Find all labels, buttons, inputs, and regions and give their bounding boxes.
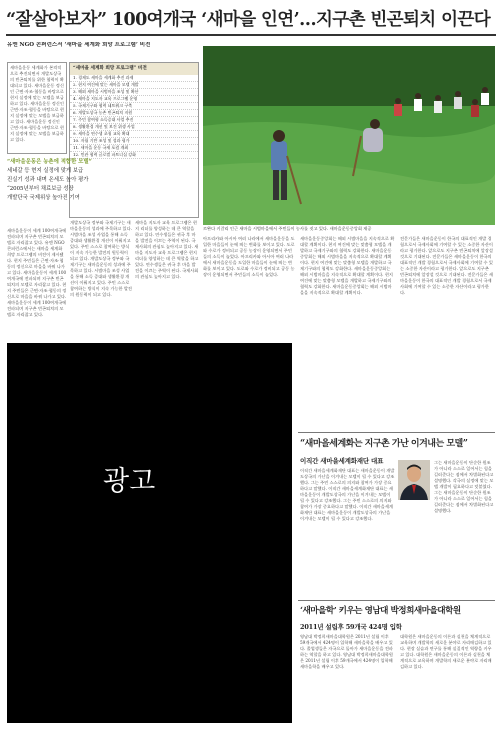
pull-quote-line: 진실기 성과 내며 온세도 높아 평가 <box>7 177 89 183</box>
table-row: 12. 민관 협력 글로벌 파트너십 강화 <box>70 152 198 159</box>
table-row: 5. 국제기구와 협력 네트워크 구축 <box>70 103 198 110</box>
body-column: 그는 새마을운동이 단순한 원조가 아니라 스스로 일어서는 힘을 길러준다는 점에서 차별화된다고 설명했다. 각국의 실정에 맞는 모델 개발이 필요하다고 덧붙였다. 그는 새마을운동이 단순한 원조가 아니라 스스로 일어서는 힘을 길러준다는 점에서 차별화된다고 설명했다. <box>434 460 494 513</box>
table-row: 2. 현지 여건에 맞는 새마을 모델 개발 <box>70 82 198 89</box>
article3-headline: ‘새마을학’ 키우는 영남대 박정희새마을대학원 <box>300 606 461 616</box>
portrait-image <box>398 460 430 500</box>
article-divider <box>298 600 495 601</box>
table-row: 1. 경제도 새마을 세계화 추진 과제 <box>70 75 198 82</box>
pull-quote <box>7 158 92 203</box>
article-divider <box>298 432 495 433</box>
body-column: 영남대 박정희새마을대학원은 2011년 설립 이후 59개국에서 424명이 입학해 새마을학을 배우고 있다. 졸업생들은 자국으로 돌아가 새마을운동을 전파하는 역할을 하고 있다. 영남대 박정희새마을대학원은 2011년 설립 이후 59개국에서 424명이 입학해 새마을학을 배우고 있다. <box>300 634 393 669</box>
farming-scene-image <box>203 46 495 225</box>
body-column: 새마을운동이 세계 100여개국에 전파되며 지구촌 빈곤퇴치의 모델로 자리잡고 있다. 유엔 NGO 콘퍼런스에서는 새마을 세계화 희망 프로그램의 비전이 제시됐다. 현지 주민들은 근면·자조·협동의 정신으로 마을을 바꿔 나가고 있다. 새마을운동이 세계 100여개국에 전파되며 지구촌 빈곤퇴치의 모델로 자리잡고 있다. 현지 주민들은 근면·자조·협동의 정신으로 마을을 바꿔 나가고 있다. 새마을운동이 세계 100여개국에 전파되며 지구촌 빈곤퇴치의 모델로 자리잡고 있다. <box>7 228 67 317</box>
article2-headline: “새마을세계화는 지구촌 가난 이겨내는 모델” <box>300 439 468 449</box>
body-column: 전문가들은 새마을운동이 한국의 대표적인 개발 경험으로서 국제사회에 기여할 수 있는 소중한 자산이라고 평가한다. 앞으로도 지구촌 빈곤퇴치에 앞장설 것으로 기대된다. 전문가들은 새마을운동이 한국의 대표적인 개발 경험으로서 국제사회에 기여할 수 있는 소중한 자산이라고 평가한다. 앞으로도 지구촌 빈곤퇴치에 앞장설 것으로 기대된다. 전문가들은 새마을운동이 한국의 대표적인 개발 경험으로서 국제사회에 기여할 수 있는 소중한 자산이라고 평가한다. <box>400 236 493 295</box>
table-row: 9. 새마을 연수생 초청 교육 확대 <box>70 131 198 138</box>
pull-quote-line: 개발단국 국제위상 높아진 기여 <box>7 195 80 201</box>
table-row: 4. 새마을 지도자 교육 프로그램 운영 <box>70 96 198 103</box>
article2-subhead: 이직간 새마을세계화재단 대표 <box>300 457 384 465</box>
body-column: 새마을 지도자 교육 프로그램은 현지 리더를 양성하는 데 큰 역할을 하고 있다. 연수생들은 귀국 후 마을 발전을 이끄는 주역이 된다. 국제사회의 관심도 높아지고 있다. 새마을 지도자 교육 프로그램은 현지 리더를 양성하는 데 큰 역할을 하고 있다. 연수생들은 귀국 후 마을 발전을 이끄는 주역이 된다. 국제사회의 관심도 높아지고 있다. <box>135 220 199 279</box>
pull-quote-line: 세네갈 등 현지 실정에 맞게 보급 <box>7 168 84 174</box>
table-row: 6. 개발도상국 농촌 빈곤퇴치 지원 <box>70 110 198 117</box>
page-headline: “잘살아보자” 100여개국 ‘새마을 인연’…지구촌 빈곤퇴치 이끈다 <box>6 10 491 30</box>
advertisement-block <box>7 343 292 723</box>
body-column: 이직간 새마을세계화재단 대표는 새마을운동이 개발도상국의 가난을 이겨내는 모델이 될 수 있다고 강조했다. 그는 주민 스스로의 의지와 참여가 가장 중요하다고 말했다. 이직간 새마을세계화재단 대표는 새마을운동이 개발도상국의 가난을 이겨내는 모델이 될 수 있다고 강조했다. 그는 주민 스스로의 의지와 참여가 가장 중요하다고 말했다. 이직간 새마을세계화재단 대표는 새마을운동이 개발도상국의 가난을 이겨내는 모델이 될 수 있다고 강조했다. <box>300 468 395 521</box>
article3-subhead: 2011년 설립후 59개국 424명 입학 <box>300 623 402 631</box>
body-column: 대학원은 새마을운동의 이론과 실천을 체계적으로 교육하며 개발학의 새로운 분야로 자리매김하고 있다. 현장 실습과 연구를 통해 실질적인 역량을 키우고 있다. 대학원은 새마을운동의 이론과 실천을 체계적으로 교육하며 개발학의 새로운 분야로 자리매김하고 있다. <box>400 634 492 669</box>
table-row: 8. 생활환경 개선 및 보건 위생 사업 <box>70 124 198 131</box>
body-column: 아프리카와 아시아 여러 나라에서 새마을운동을 도입한 마을들이 눈에 띄는 변화를 보이고 있다. 도로와 수로가 정비되고 공동 농장이 운영되면서 주민들의 소득이 늘었다. 아프리카와 아시아 여러 나라에서 새마을운동을 도입한 마을들이 눈에 띄는 변화를 보이고 있다. 도로와 수로가 정비되고 공동 농장이 운영되면서 주민들의 소득이 늘었다. <box>203 236 295 277</box>
pull-quote-line: “새마을운동은 농촌에 적합한 모델” <box>7 159 92 165</box>
body-column: 개발도상국 정부와 국제기구는 새마을운동의 성과에 주목하고 있다. 시범마을 조성 사업을 통해 소득 증대와 생활환경 개선이 이뤄지고 있다. 주민 스스로 참여하는 방식이 지속 가능한 발전의 원동력이 되고 있다. 개발도상국 정부와 국제기구는 새마을운동의 성과에 주목하고 있다. 시범마을 조성 사업을 통해 소득 증대와 생활환경 개선이 이뤄지고 있다. 주민 스스로 참여하는 방식이 지속 가능한 발전의 원동력이 되고 있다. <box>70 220 132 297</box>
intro-text-box: 새마을운동 세계화가 본격적으로 추진되면서 개발도상국의 빈곤퇴치를 위한 협력이 확대되고 있다. 새마을운동 정신인 근면·자조·협동을 바탕으로 현지 실정에 맞는 모델을 보급하고 있다. 새마을운동 정신인 근면·자조·협동을 바탕으로 현지 실정에 맞는 모델을 보급하고 있다. 새마을운동 정신인 근면·자조·협동을 바탕으로 현지 실정에 맞는 모델을 보급하고 있다. <box>7 62 67 154</box>
table-row: 11. 새마을 운동 국제 포럼 개최 <box>70 145 198 152</box>
ad-label: 광고 <box>103 466 156 497</box>
vision-table-title: “새마을 세계화 희망 프로그램” 비전 <box>70 63 198 75</box>
headline-rule <box>6 34 496 36</box>
portrait-photo <box>398 460 430 500</box>
pull-quote-line: “2005년부터 채료보급 성장 <box>7 186 74 192</box>
vision-table <box>69 62 199 218</box>
body-column: 새마을운동중앙회는 해외 시범마을을 지속적으로 확대할 계획이다. 현지 여건에 맞는 맞춤형 모델을 개발하고 국제기구와의 협력도 강화한다. 새마을운동중앙회는 해외 시범마을을 지속적으로 확대할 계획이다. 현지 여건에 맞는 맞춤형 모델을 개발하고 국제기구와의 협력도 강화한다. 새마을운동중앙회는 해외 시범마을을 지속적으로 확대할 계획이다. 현지 여건에 맞는 맞춤형 모델을 개발하고 국제기구와의 협력도 강화한다. 새마을운동중앙회는 해외 시범마을을 지속적으로 확대할 계획이다. <box>300 236 395 295</box>
table-row: 7. 주민 참여형 소득증대 사업 추진 <box>70 117 198 124</box>
farming-photo <box>203 46 495 225</box>
table-row: 10. 자립 기반 조성 및 성과 평가 <box>70 138 198 145</box>
table-row: 3. 해외 새마을 시범마을 조성 및 확산 <box>70 89 198 96</box>
photo-caption: 르완다 키갈리 인근 새마을 시범마을에서 주민들이 농사를 짓고 있다. 새마을운동중앙회 제공 <box>203 226 372 231</box>
subhead: 유엔 NGO 콘퍼런스서 ‘새마을 세계화 희망 프로그램’ 비전 <box>7 42 151 48</box>
